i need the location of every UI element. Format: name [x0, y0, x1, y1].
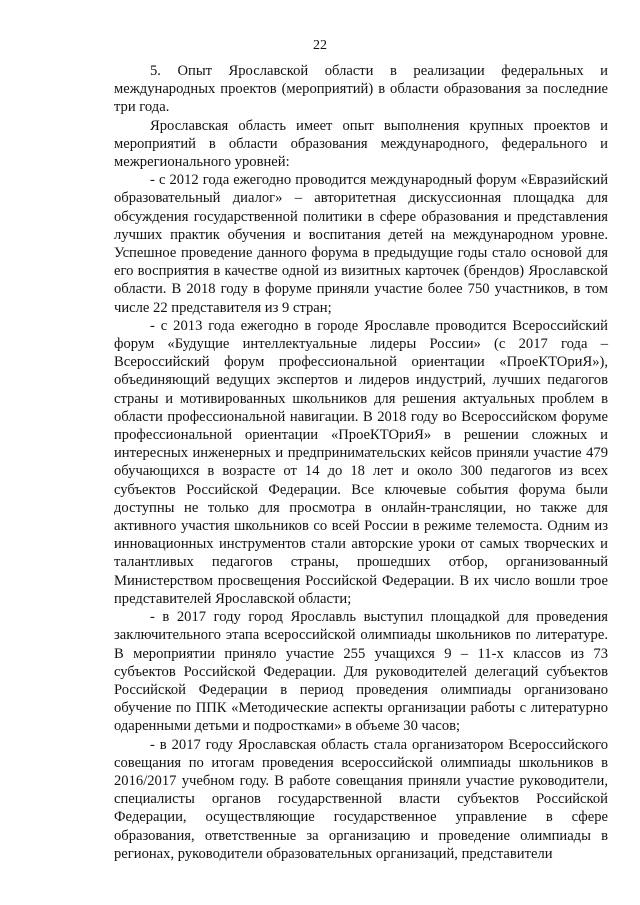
paragraph-olympiad-meeting: - в 2017 году Ярославская область стала организатором Всероссийского совещания по итогам проведения всероссийской олимпиады школьников в 2016/2017 учебном году. В работе совещания приняли участие руководители, специалисты органов государственной власти субъектов Российской Федерации, осуществляющие государственное управление в сфере образования, ответственные за организацию и проведение олимпиады в регионах, руководители образовательных организаций, представители — [114, 736, 608, 862]
document-body — [114, 62, 608, 863]
paragraph-eurasian-forum: - с 2012 года ежегодно проводится международный форум «Евразийский образовательный диалог» – авторитетная дискуссионная площадка для обсуждения государственной политики в сфере образования и представления лучших практик обучения и воспитания детей на международном уровне. Успешное проведение данного форума в предыдущие годы стало основой для его восприятия в качестве одной из визитных карточек (брендов) Ярославской области. В 2018 году в форуме приняли участие более 750 участников, в том числе 22 представителя из 9 стран; — [114, 172, 608, 316]
paragraph-literature-olympiad: - в 2017 году город Ярославль выступил площадкой для проведения заключительного этапа всероссийской олимпиады школьников по литературе. В мероприятии приняло участие 255 учащихся 9 – 11-х классов из 73 субъектов Российской Федерации. Для руководителей делегаций субъектов Российской Федерации в период проведения олимпиады организовано обучение по ППК «Методические аспекты организации работы с литературно одаренными детьми и подростками» в объеме 30 часов; — [114, 609, 608, 735]
paragraph-intro: Ярославская область имеет опыт выполнения крупных проектов и мероприятий в области образования международного, федерального и межрегионального уровней: — [114, 117, 608, 171]
page-number: 22 — [313, 38, 327, 53]
paragraph-section-heading: 5. Опыт Ярославской области в реализации федеральных и международных проектов (мероприятий) в области образования за последние три года. — [114, 63, 608, 116]
paragraph-proektoria-forum: - с 2013 года ежегодно в городе Ярославле проводится Всероссийский форум «Будущие интеллектуальные лидеры России» (с 2017 года – Всероссийский форум профессиональной ориентации «ПроеКТОриЯ»), объединяющий ведущих экспертов и лидеров индустрий, лучших педагогов страны и мотивированных школьников для решения актуальных проблем в области профессиональной навигации. В 2018 году во Всероссийском форуме профессиональной ориентации «ПроеКТОриЯ» в решении сложных и интересных инженерных и предпринимательских кейсов приняли участие 479 обучающихся в возрасте от 14 до 18 лет и около 300 педагогов из всех субъектов Российской Федерации. Все ключевые события форума были доступны не только для просмотра в онлайн-трансляции, но также для активного участия школьников со всей России в режиме телемоста. Одним из инновационных инструментов стали авторские уроки от самых творческих и талантливых педагогов страны, прошедших отбор, организованный Министерством просвещения Российской Федерации. В их число вошли трое представителей Ярославской области; — [114, 317, 608, 607]
